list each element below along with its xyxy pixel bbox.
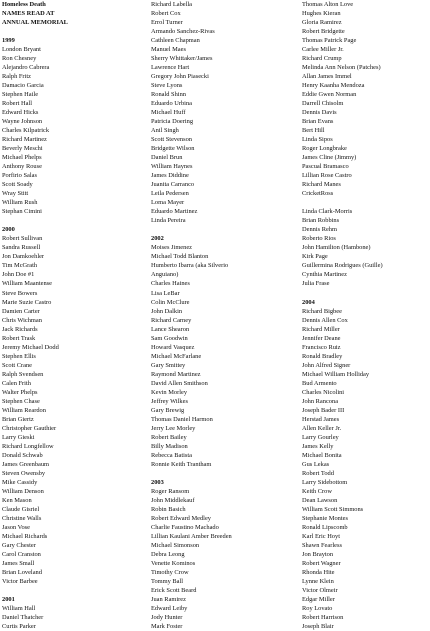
name-entry: Carlee Miller Jr.	[302, 46, 344, 54]
name-entry: Larry Sidebottom	[302, 478, 348, 486]
name-entry: Dennis Allen Cox	[302, 316, 348, 324]
name-entry: Herstad James	[302, 415, 340, 423]
name-entry: Timothy Crow	[151, 568, 189, 576]
name-entry: Karl Eric Hoyt	[302, 532, 340, 540]
name-entry: Jason Vose	[2, 523, 30, 531]
name-entry: Joseph Bader III	[302, 406, 345, 414]
name-entry: Gus Lekas	[302, 460, 330, 468]
name-entry: Linda Sipos	[302, 136, 333, 144]
name-entry: Leila Pedersen	[151, 190, 189, 198]
name-entry: Venette Kominos	[151, 559, 196, 567]
name-entry: Dennis Davis	[302, 109, 337, 117]
name-entry: William Scott Simmons	[302, 505, 364, 513]
name-entry: Beverly Meschi	[2, 145, 43, 153]
name-entry: Bridgette Wilson	[151, 145, 195, 153]
name-entry: Patricia Doering	[151, 118, 194, 126]
blank-line	[151, 225, 291, 234]
name-entry: Robert Bridgette	[302, 28, 345, 36]
name-entry: Hughes Kieran	[302, 10, 341, 18]
name-entry: Jeremy Michael Dodd	[2, 343, 59, 351]
name-entry: Errol Turner	[151, 19, 183, 27]
blank-line	[302, 198, 430, 207]
name-entry: Jack Richards	[2, 325, 38, 333]
name-entry: Tommy Ball	[151, 578, 184, 585]
name-entry: Manuel Maes	[151, 46, 186, 54]
name-entry: Jennifer Deane	[302, 334, 341, 342]
name-entry: Richard Labella	[151, 1, 192, 8]
name-entry: James Small	[2, 559, 35, 567]
name-entry: Jody Hunter	[151, 614, 183, 622]
name-entry: William Haynes	[151, 163, 193, 171]
name-entry: Henry Kaanha Mendoza	[302, 82, 365, 90]
name-entry: Darrell Chisolm	[302, 100, 344, 108]
name-entry: Pascual Bramasco	[302, 163, 349, 171]
name-entry: Jon Brayton	[302, 550, 334, 558]
name-entry: John Alfred Signer	[302, 361, 351, 369]
name-entry: Lillian Kaulani Amber Breeden	[151, 532, 232, 540]
name-entry: William Denson	[2, 487, 44, 495]
column-1	[2, 0, 134, 631]
name-entry: Stephan Cimini	[2, 208, 42, 216]
name-entry: Brian Robbins	[302, 217, 340, 225]
name-entry: Scott Soady	[2, 181, 33, 189]
name-entry: Michael Simonson	[151, 541, 200, 549]
name-entry: Mark Foster	[151, 623, 183, 631]
name-entry: Carol Cranston	[2, 550, 41, 558]
name-entry: Eduardo Urbina	[151, 100, 192, 108]
name-entry: Cathleen Chapman	[151, 37, 200, 45]
name-entry: Keith Crow	[302, 487, 332, 495]
name-entry: Roy Lovato	[302, 605, 333, 613]
name-entry: Cynthia Martinez	[302, 271, 347, 279]
name-entry: John Rancona	[302, 397, 339, 405]
section-heading: 2004	[302, 298, 315, 306]
name-entry: Michael Bonita	[302, 451, 342, 459]
name-entry: Michael McFarlane	[151, 352, 202, 360]
name-entry: Thomas Daniel Harmon	[151, 415, 213, 423]
name-entry: Bud Armento	[302, 379, 337, 387]
name-entry: Daniel Thatcher	[2, 614, 44, 622]
name-entry: Howard Vasquez	[151, 343, 195, 351]
name-entry: Richard Crump	[302, 55, 342, 63]
name-entry: Larry Gieski	[2, 433, 35, 441]
name-entry: Lynne Klein	[302, 578, 334, 585]
name-entry: Robert Harrison	[302, 614, 344, 622]
blank-line	[2, 586, 134, 595]
name-entry: Edward Hicks	[2, 109, 39, 117]
name-entry: Victor Barbee	[2, 578, 38, 585]
name-entry: Humberto Ibarra (aka Silverio	[151, 262, 229, 270]
name-entry: Roger Longbrake	[302, 145, 347, 153]
blank-line	[151, 469, 291, 478]
name-entry: Walter Phelps	[2, 388, 38, 396]
name-entry: Richard Longfellow	[2, 442, 54, 450]
name-entry: Michael Todd Blanton	[151, 253, 209, 261]
blank-line	[2, 216, 134, 225]
name-entry: Edward Leiby	[151, 605, 188, 613]
name-entry: Thomas Patrick Page	[302, 37, 357, 45]
name-entry: Armando Sanchez-Rivas	[151, 28, 215, 36]
name-entry: Guillermina Rodrigues (Guille)	[302, 262, 383, 270]
name-entry: Chris Wichman	[2, 316, 42, 324]
section-heading: 2002	[151, 235, 164, 243]
name-entry: Julia Frase	[302, 280, 330, 288]
name-entry: Rhonda Hite	[302, 568, 335, 576]
name-entry: Stephen Ellis	[2, 352, 36, 360]
name-entry: Roger Ransom	[151, 487, 190, 495]
section-heading: 1999	[2, 37, 15, 45]
name-entry: Victor Olmeir	[302, 587, 338, 595]
name-entry: Mike Cassidy	[2, 478, 38, 486]
name-entry: Steve Lyons	[151, 82, 183, 90]
name-entry: Anthony Rouse	[2, 163, 42, 171]
name-entry: John Doe #1	[2, 271, 35, 279]
name-entry: Jeffrey Wilkes	[151, 397, 188, 405]
name-entry: London Bryant	[2, 46, 41, 54]
name-entry: Damacio Garcia	[2, 82, 44, 90]
name-entry: James Cline (Jimmy)	[302, 154, 357, 162]
name-entry: Charles Kilpatrick	[2, 127, 50, 135]
name-entry: John Dalkin	[151, 307, 183, 315]
name-entry: Steve Bowers	[2, 289, 38, 297]
name-entry: Shawn Fearless	[302, 541, 342, 549]
name-entry: Lance Shearon	[151, 325, 190, 333]
name-entry: James Diddine	[151, 172, 189, 180]
name-entry: Christine Walls	[2, 514, 42, 522]
name-entry: William Maantense	[2, 280, 52, 288]
name-entry: Ronald Bradley	[302, 352, 343, 360]
name-entry: Eduardo Martinez	[151, 208, 198, 216]
name-entry: Tim McGrath	[2, 262, 38, 270]
name-entry: Gregory John Piasecki	[151, 73, 209, 81]
name-entry: Stephanie Montes	[302, 514, 348, 522]
name-entry: John Middlekauf	[151, 496, 195, 504]
name-entry: Anil Singh	[151, 127, 179, 135]
name-entry: Gary Brewig	[151, 406, 185, 414]
name-entry: Gary Smittey	[151, 361, 186, 369]
name-entry: Robert Trask	[2, 334, 36, 342]
name-entry: Kevin Morley	[151, 388, 188, 396]
name-entry: John Hamilton (Hambone)	[302, 244, 371, 252]
name-entry: Ronald Lipscomb	[302, 523, 348, 531]
name-entry: Francisco Ruiz	[302, 343, 341, 351]
name-entry: David Allen Smithson	[151, 379, 208, 387]
name-entry: Lawrence Hart	[151, 64, 190, 72]
name-entry: William Reardon	[2, 406, 46, 414]
name-entry: Ken Mason	[2, 496, 32, 504]
name-entry: Linda Pereira	[151, 217, 186, 225]
name-entry: Robert Sullivan	[2, 235, 43, 243]
name-entry: Robert Wagner	[302, 559, 341, 567]
name-entry: Colin McClure	[151, 298, 190, 306]
name-entry: Claude Gisriel	[2, 505, 40, 513]
section-heading: Homeless Death	[2, 1, 46, 8]
name-entry: Michael William Holliday	[302, 370, 370, 378]
section-heading: 2003	[151, 478, 164, 486]
name-entry: Jerry Lee Morley	[151, 424, 196, 432]
section-heading: ANNUAL MEMORIAL	[2, 19, 68, 27]
name-entry: Ralph Fritz	[2, 73, 31, 81]
name-entry: Wayne Johnson	[2, 118, 43, 126]
name-entry: Brian Loveland	[2, 568, 42, 576]
name-entry: Edgar Miller	[302, 596, 335, 604]
section-heading: NAMES READ AT	[2, 10, 55, 18]
name-entry: Kirk Page	[302, 253, 328, 261]
name-entry: Ralph Svendsen	[2, 370, 44, 378]
name-entry: Gloria Ramirez	[302, 19, 342, 27]
name-entry: Robert Cox	[151, 10, 181, 18]
name-entry: Anguiano)	[151, 271, 179, 279]
name-entry: Stephen Haile	[2, 91, 39, 99]
name-entry: Jon Damkoehler	[2, 253, 45, 261]
name-entry: Rebecca Batista	[151, 451, 192, 459]
name-entry: Charlie Faustino Machado	[151, 523, 219, 531]
name-entry: Larry Gourley	[302, 433, 339, 441]
name-entry: Brian Evans	[302, 118, 334, 126]
name-entry: William Hall	[2, 605, 36, 613]
column-3	[302, 0, 430, 631]
name-entry: Richard Martinez	[2, 136, 47, 144]
name-entry: Robert Todd	[302, 469, 334, 477]
name-entry: Debra Leong	[151, 550, 185, 558]
name-entry: Roberto Rios	[302, 235, 336, 243]
name-entry: William Rush	[2, 199, 38, 207]
name-entry: Charles Haines	[151, 280, 190, 288]
name-entry: Loma Mayer	[151, 199, 185, 207]
name-entry: Dennis Rehm	[302, 226, 337, 234]
name-entry: Stephen Chase	[2, 397, 40, 405]
name-entry: Ronald Shinn	[151, 91, 186, 99]
name-entry: Steven Owensby	[2, 469, 46, 477]
section-heading: 2001	[2, 596, 15, 604]
name-entry: Robert Hall	[2, 100, 32, 108]
name-entry: Michael Richards	[2, 532, 48, 540]
name-entry: Sandra Russell	[2, 244, 41, 252]
name-entry: Gary Chester	[2, 541, 36, 549]
name-entry: Scott Stevenson	[151, 136, 193, 144]
name-entry: Michael Huff	[151, 109, 186, 117]
name-entry: Linda Clark-Morris	[302, 208, 353, 216]
name-entry: Robert Edward Medley	[151, 514, 211, 522]
name-entry: Wray Stitt	[2, 190, 29, 198]
name-entry: Daniel Brun	[151, 154, 183, 162]
name-entry: Richard Miller	[302, 325, 340, 333]
name-entry: Curtis Parker	[2, 623, 36, 631]
name-entry: Bert Hill	[302, 127, 325, 135]
name-entry: Richard Bigbee	[302, 307, 342, 315]
name-entry: CricketRoss	[302, 190, 334, 198]
name-entry: Eddie Gwen Norman	[302, 91, 357, 99]
name-entry: Robert Bailey	[151, 433, 187, 441]
name-entry: Juan Ramirez	[151, 596, 186, 604]
name-entry: Moises Jimenez	[151, 244, 192, 252]
section-heading: 2000	[2, 226, 15, 234]
name-entry: Damien Carter	[2, 307, 40, 315]
name-entry: James Greenbaum	[2, 460, 50, 468]
name-entry: Michael Phelps	[2, 154, 42, 162]
name-entry: Juanita Carranco	[151, 181, 195, 189]
name-entry: Sherry Whittaker/James	[151, 55, 213, 63]
name-entry: Lillian Rose Castro	[302, 172, 352, 180]
name-entry: Lisa LeBar	[151, 289, 180, 297]
name-entry: Ron Chesney	[2, 55, 37, 63]
name-entry: Erick Scott Beard	[151, 587, 197, 595]
name-entry: Joseph Blair	[302, 623, 334, 631]
name-entry: Raymond Martinez	[151, 370, 201, 378]
column-2	[151, 0, 291, 631]
blank-line	[2, 27, 134, 36]
name-entry: Christopher Gauthier	[2, 424, 57, 432]
name-entry: Alejandro Cabrera	[2, 64, 50, 72]
name-entry: Sam Goodwin	[151, 334, 188, 342]
blank-line	[302, 289, 430, 298]
name-entry: Richard Carney	[151, 316, 192, 324]
name-entry: Allan James Immel	[302, 73, 352, 81]
name-entry: Ronnie Keith Trantham	[151, 460, 212, 468]
name-entry: Brian Giertz	[2, 415, 34, 423]
name-entry: Robin Basich	[151, 505, 186, 513]
name-entry: Allen Keller Jr.	[302, 424, 342, 432]
name-entry: Scott Crane	[2, 361, 32, 369]
name-entry: Donald Schwab	[2, 451, 43, 459]
name-entry: Marie Suzie Castro	[2, 298, 52, 306]
name-entry: Richard Manes	[302, 181, 341, 189]
name-entry: James Kelly	[302, 442, 334, 450]
name-entry: Charles Nicolini	[302, 388, 345, 396]
name-entry: Billy Madison	[151, 442, 188, 450]
name-entry: Melinda Ann Nelson (Patches)	[302, 64, 381, 72]
name-entry: Dean Lawson	[302, 496, 338, 504]
name-entry: Porfirio Salas	[2, 172, 37, 180]
name-entry: Calen Frith	[2, 379, 31, 387]
name-entry: Thomas Alton Love	[302, 1, 354, 8]
